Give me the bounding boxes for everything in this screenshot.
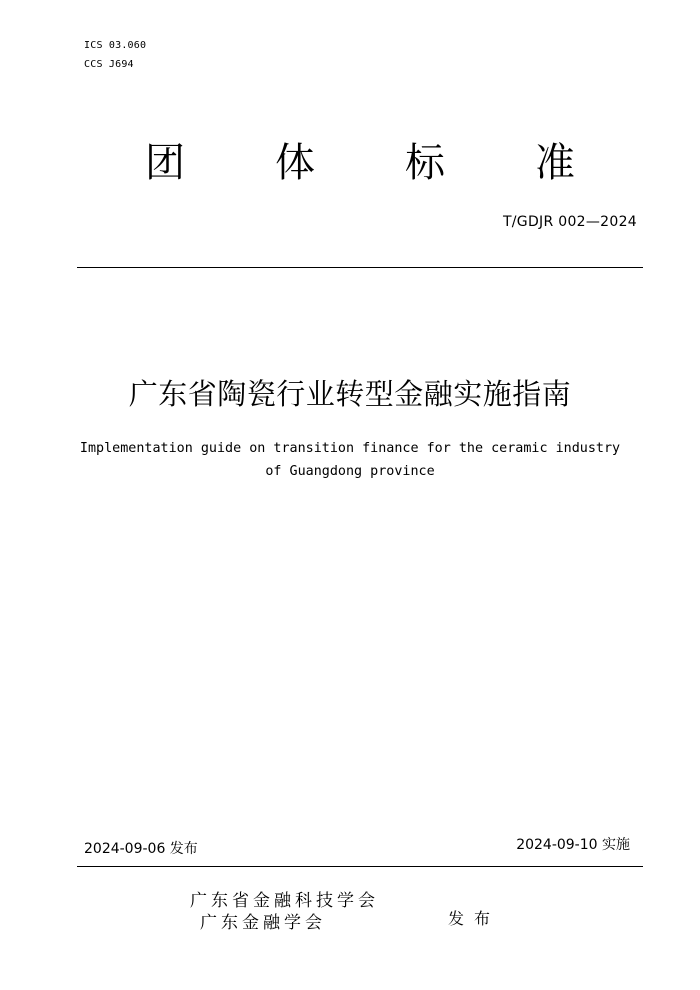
english-title-line-1: Implementation guide on transition finance for the ceramic industry	[79, 441, 621, 456]
standard-number: T/GDJR 002—2024	[502, 214, 637, 230]
publish-label: 发布	[448, 909, 501, 928]
ics-code: ICS 03.060	[84, 40, 147, 51]
chinese-title: 广东省陶瓷行业转型金融实施指南	[128, 377, 572, 411]
ccs-code: CCS J694	[84, 59, 134, 70]
issuer-2: 广东金融学会	[200, 913, 326, 933]
doc-type-char-4: 准	[535, 140, 575, 186]
doc-type-char-1: 团	[145, 140, 185, 186]
doc-type-char-3: 标	[405, 140, 445, 186]
issuer-1: 广东省金融科技学会	[190, 891, 379, 911]
doc-type-char-2: 体	[275, 140, 315, 186]
implementation-date: 2024-09-10 实施	[516, 837, 630, 853]
issue-date: 2024-09-06 发布	[84, 841, 198, 857]
english-title	[60, 437, 640, 483]
document-type-heading	[0, 140, 700, 190]
top-divider	[77, 267, 643, 268]
english-title-line-2: of Guangdong province	[265, 464, 435, 479]
issuing-organizations	[190, 890, 379, 934]
classification-codes	[84, 36, 146, 74]
bottom-divider	[77, 866, 643, 867]
